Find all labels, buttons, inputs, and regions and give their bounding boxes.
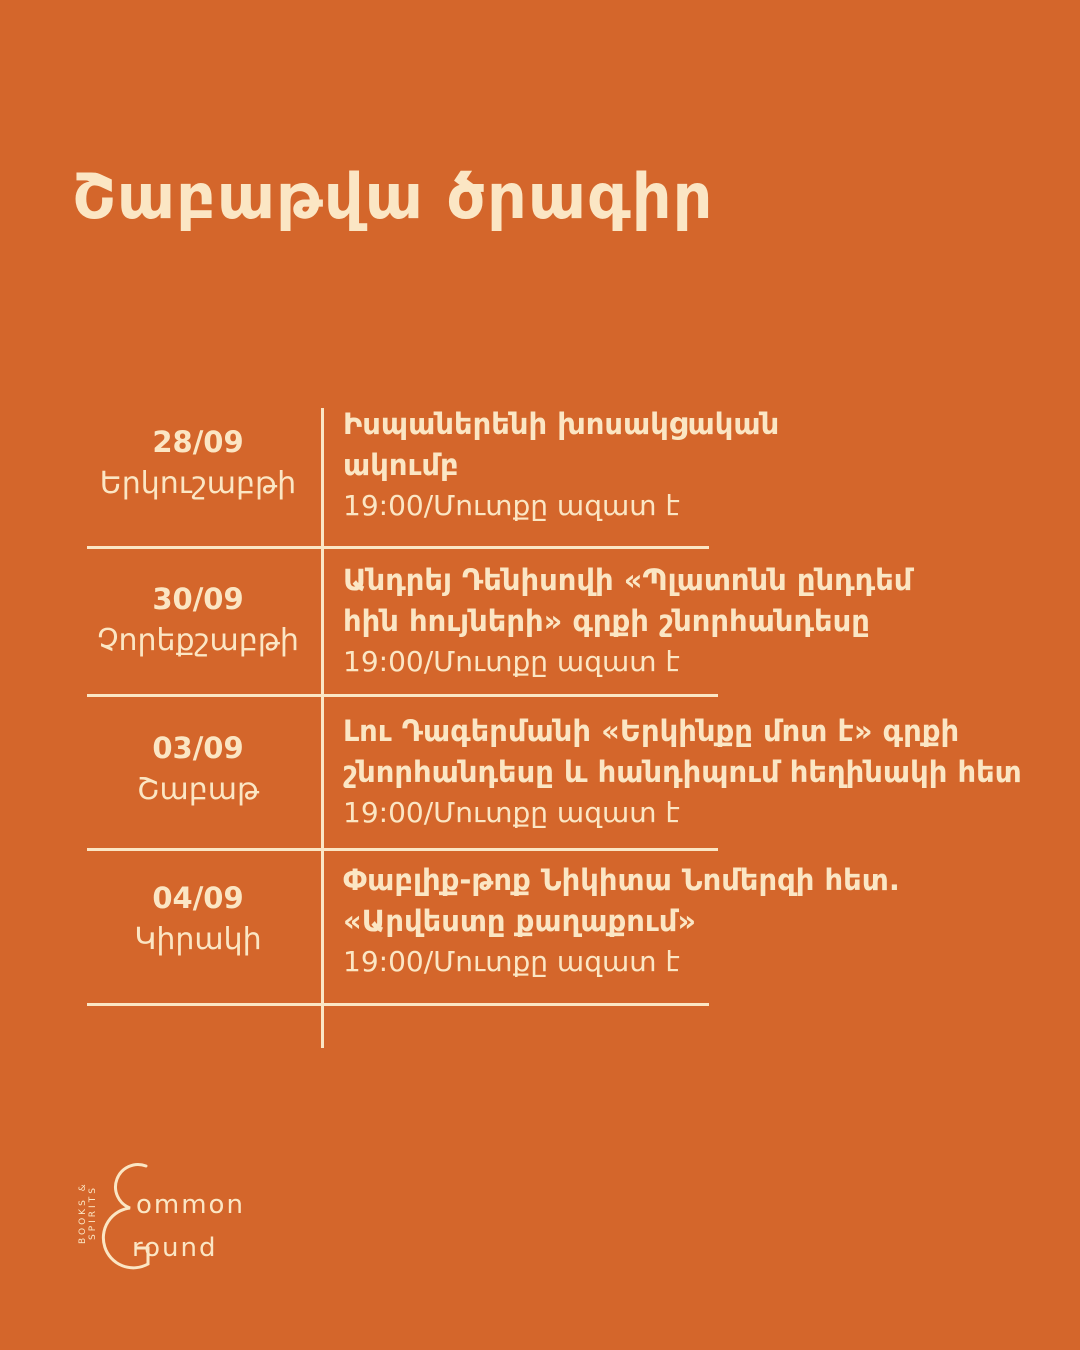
event-title: Փաբլիք-թոք Նիկիտա Նոմերզի հետ. [343, 863, 900, 897]
column-divider [321, 408, 324, 1048]
event-title: Անդրեյ Դենիսովի «Պլատոնն ընդդեմ [343, 563, 913, 597]
event-subtitle: 19:00/Մուտքը ազատ է [343, 796, 680, 830]
event-date: 04/09 [152, 881, 244, 915]
row-divider [87, 848, 718, 851]
logo-word-ground: round [132, 1233, 218, 1263]
schedule-table [87, 408, 1047, 1048]
event-subtitle: 19:00/Մուտքը ազատ է [343, 489, 680, 523]
event-weekday: Շաբաթ [136, 772, 260, 808]
row-divider [87, 694, 718, 697]
event-weekday: Երկուշաբթի [99, 466, 297, 502]
row-divider [87, 546, 709, 549]
event-title: Լու Դագերմանի «Երկինքը մոտ է» գրքի [343, 714, 960, 748]
event-weekday: Կիրակի [134, 922, 262, 958]
event-date-cell [87, 880, 309, 964]
event-date-cell [87, 581, 309, 665]
event-weekday: Չորեքշաբթի [97, 623, 299, 659]
logo-word-common: ommon [136, 1190, 245, 1220]
row-divider [87, 1003, 709, 1006]
page-title: Շաբաթվա ծրագիր [72, 160, 714, 233]
event-title: Իսպաներենի խոսակցական [343, 407, 780, 441]
event-date-cell [87, 730, 309, 814]
event-subtitle: 19:00/Մուտքը ազատ է [343, 945, 680, 979]
event-subtitle: 19:00/Մուտքը ազատ է [343, 645, 680, 679]
event-date-cell [87, 424, 309, 508]
logo-tagline: BOOKS & SPIRITS [78, 1181, 98, 1245]
event-details [343, 711, 1043, 834]
event-title: շնորհանդեսը և հանդիպում հեղինակի հետ [343, 755, 1022, 790]
event-title: «Արվեստը քաղաքում» [343, 904, 697, 939]
event-details [343, 560, 1043, 683]
event-date: 30/09 [152, 582, 244, 616]
event-title: հին հույների» գրքի շնորհանդեսը [343, 604, 870, 639]
event-date: 28/09 [152, 425, 244, 459]
event-details [343, 860, 1043, 983]
common-ground-logo [78, 1152, 298, 1282]
event-details [343, 404, 1043, 527]
event-title: ակումբ [343, 448, 459, 483]
event-date: 03/09 [152, 731, 244, 765]
